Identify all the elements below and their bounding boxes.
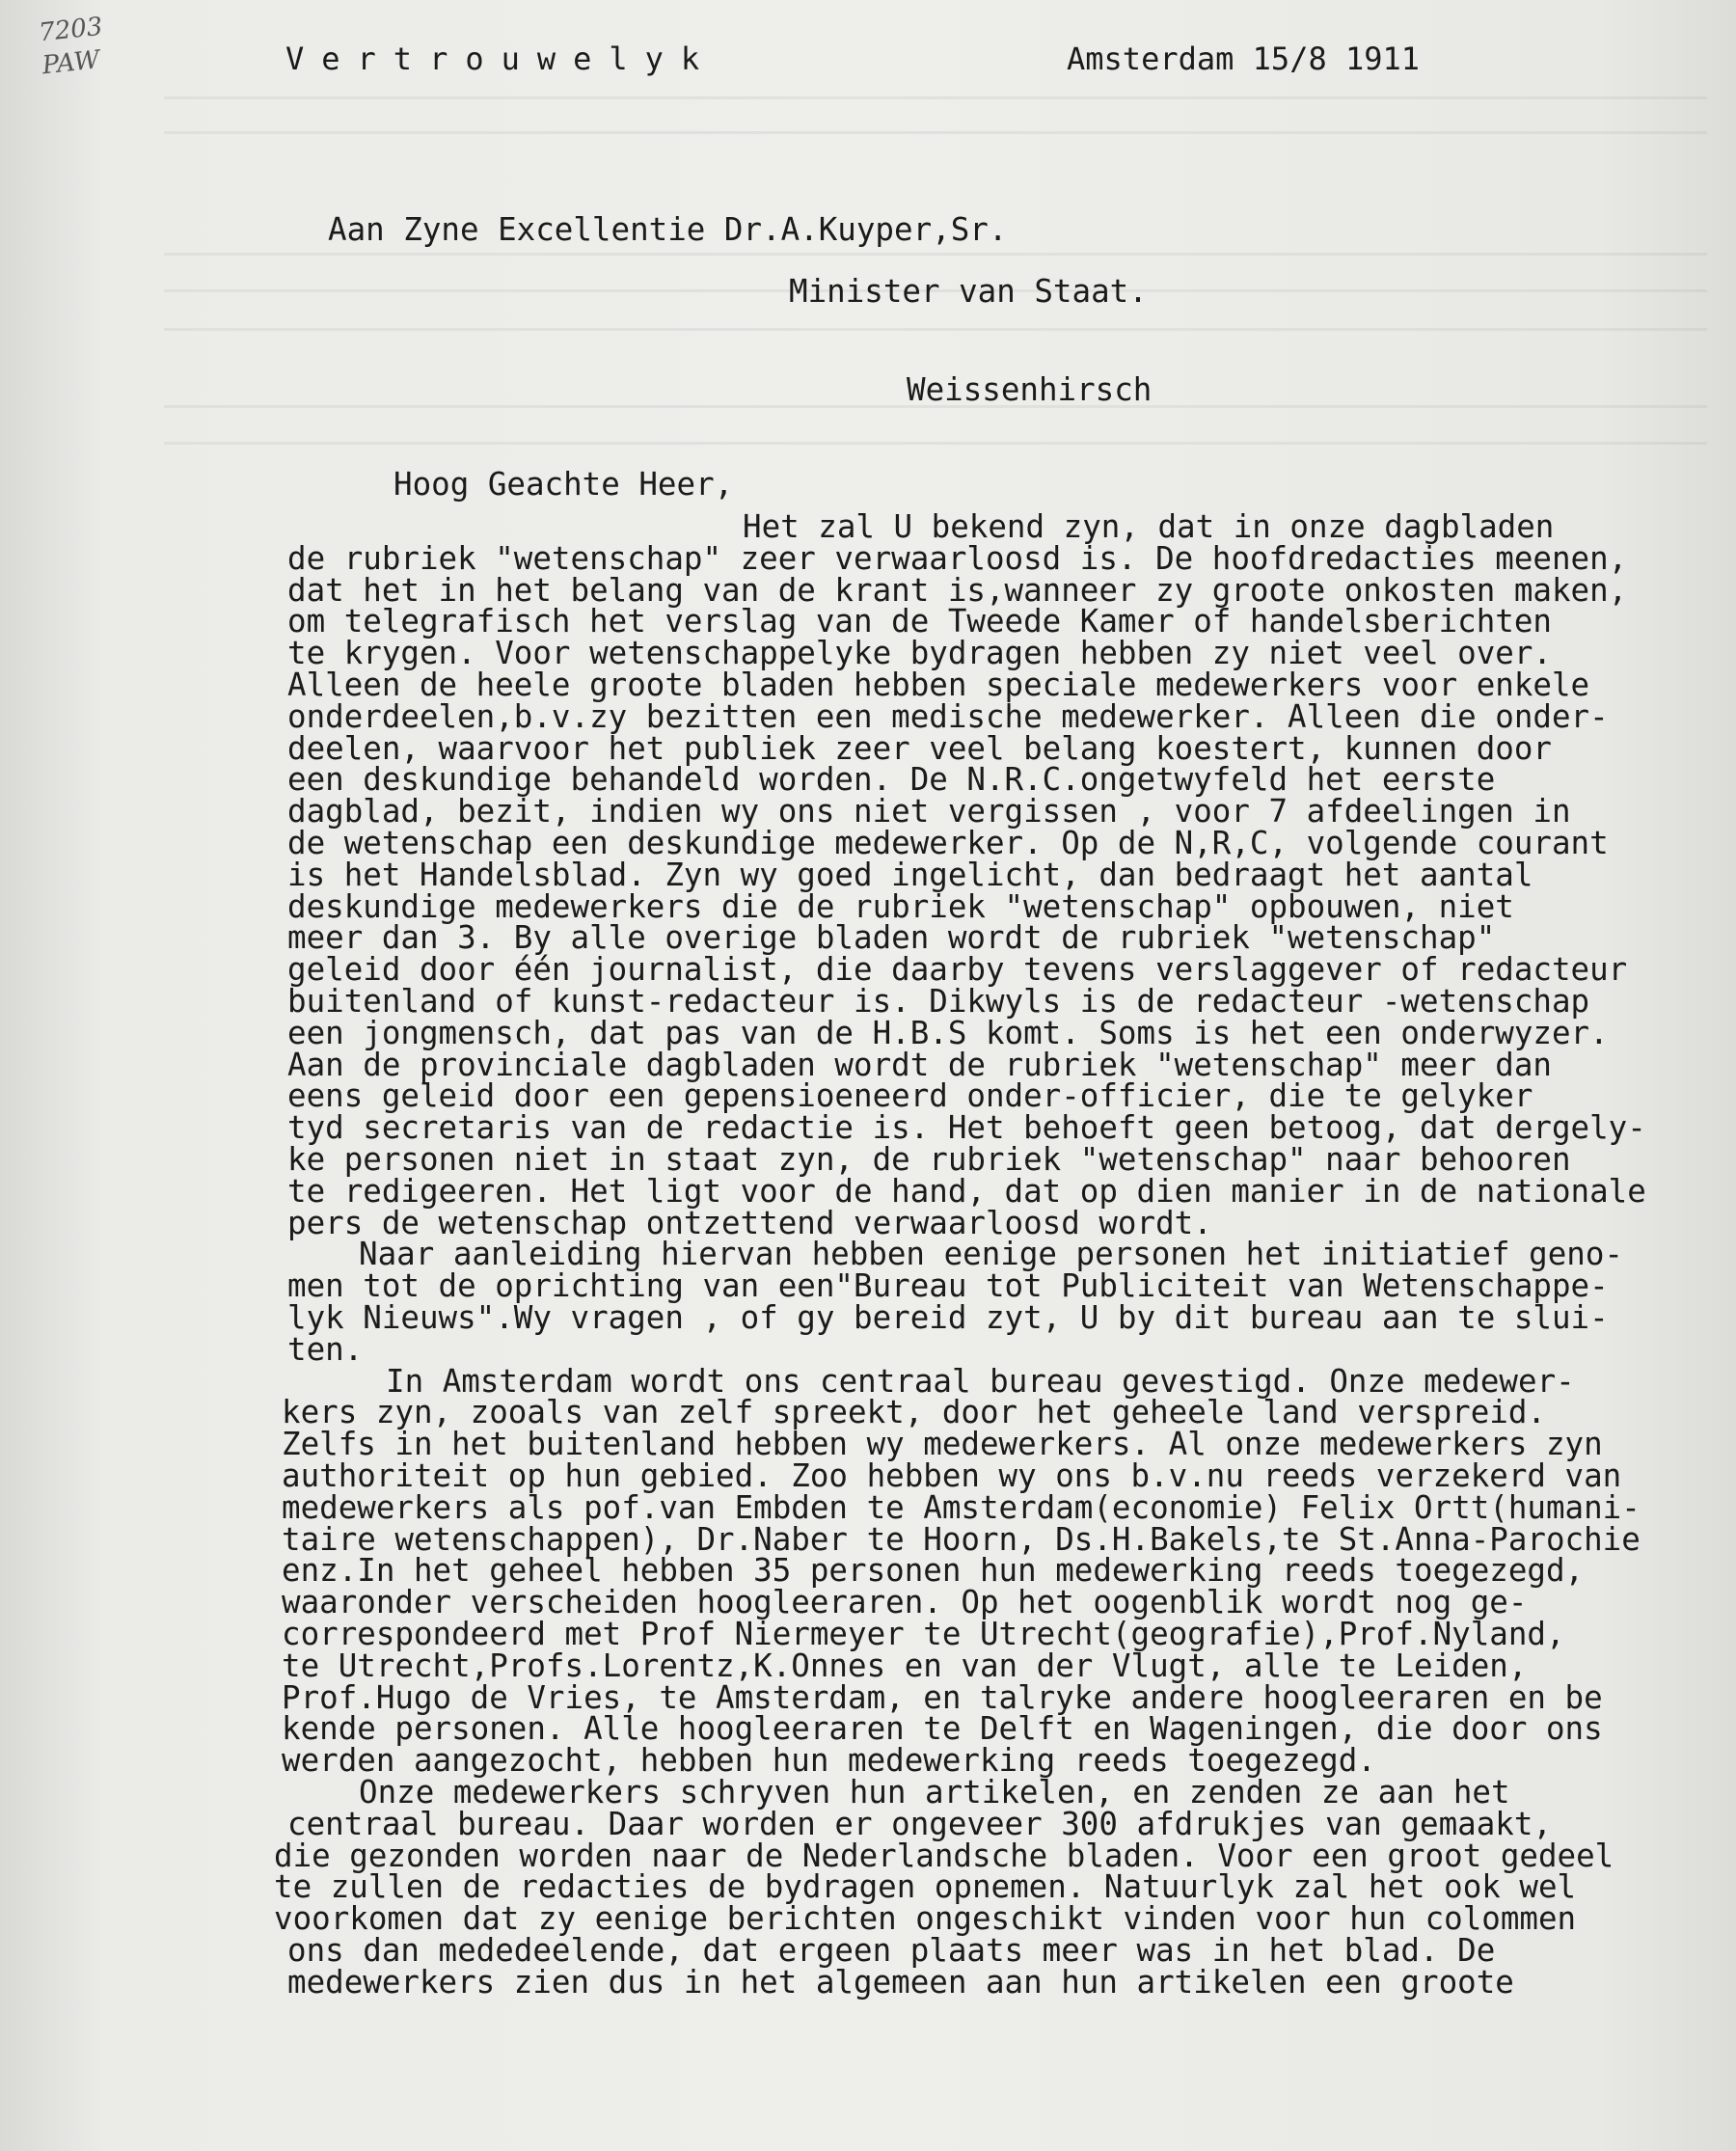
- body-line: In Amsterdam wordt ons centraal bureau gevestigd. Onze medewer-: [386, 1363, 1575, 1400]
- body-line: voorkomen dat zy eenige berichten ongeschikt vinden voor hun colommen: [274, 1900, 1577, 1937]
- body-line: enz.In het geheel hebben 35 personen hun medewerking reeds toegezegd,: [282, 1552, 1585, 1589]
- body-line: taire wetenschappen), Dr.Naber te Hoorn, Ds.H.Bakels,te St.Anna-Parochie: [282, 1521, 1641, 1558]
- body-line: lyk Nieuws".Wy vragen , of gy bereid zyt, U by dit bureau aan te slui-: [287, 1299, 1609, 1336]
- body-line: te krygen. Voor wetenschappelyke bydragen hebben zy niet veel over.: [287, 635, 1552, 671]
- body-line: onderdeelen,b.v.zy bezitten een medische medewerker. Alleen die onder-: [287, 698, 1609, 735]
- body-line: ten.: [287, 1331, 364, 1368]
- body-line: te redigeeren. Het ligt voor de hand, dat op dien manier in de nationale: [287, 1173, 1646, 1210]
- body-line: deelen, waarvoor het publiek zeer veel belang koestert, kunnen door: [287, 730, 1552, 767]
- body-line: een deskundige behandeld worden. De N.R.C.ongetwyfeld het eerste: [287, 761, 1496, 798]
- body-line: de wetenschap een deskundige medewerker. Op de N,R,C, volgende courant: [287, 825, 1609, 861]
- body-line: werden aangezocht, hebben hun medewerking reeds toegezegd.: [282, 1742, 1376, 1779]
- body-line: die gezonden worden naar de Nederlandsche bladen. Voor een groot gedeel: [274, 1838, 1614, 1874]
- margin-note-line: 7203: [37, 12, 104, 48]
- body-line: medewerkers zien dus in het algemeen aan hun artikelen een groote: [287, 1964, 1514, 2001]
- margin-note-line: PAW: [41, 45, 101, 81]
- body-line: Zelfs in het buitenland hebben wy medewerkers. Al onze medewerkers zyn: [282, 1426, 1603, 1462]
- body-line: medewerkers als pof.van Embden te Amsterdam(economie) Felix Ortt(humani-: [282, 1489, 1641, 1526]
- address-line: Aan Zyne Excellentie Dr.A.Kuyper,Sr.: [328, 211, 1008, 248]
- address-line: Weissenhirsch: [907, 371, 1153, 408]
- body-line: ons dan mededeelende, dat ergeen plaats meer was in het blad. De: [287, 1932, 1496, 1969]
- handwritten-margin-note: [38, 11, 108, 83]
- confidential-heading: Vertrouwelyk: [285, 41, 718, 77]
- body-line: men tot de oprichting van een"Bureau tot Publiciteit van Wetenschappe-: [287, 1267, 1609, 1304]
- body-line: Prof.Hugo de Vries, te Amsterdam, en talryke andere hoogleeraren en be: [282, 1679, 1603, 1716]
- body-line: tyd secretaris van de redactie is. Het behoeft geen betoog, dat dergely-: [287, 1109, 1646, 1146]
- body-line: eens geleid door een gepensioeneerd onder-officier, die te gelyker: [287, 1077, 1533, 1114]
- body-line: pers de wetenschap ontzettend verwaarloosd wordt.: [287, 1205, 1212, 1241]
- body-line: meer dan 3. By alle overige bladen wordt de rubriek "wetenschap": [287, 919, 1496, 956]
- body-line: is het Handelsblad. Zyn wy goed ingelicht, dan bedraagt het aantal: [287, 857, 1533, 893]
- body-line: correspondeerd met Prof Niermeyer te Utrecht(geografie),Prof.Nyland,: [282, 1616, 1565, 1652]
- body-line: te Utrecht,Profs.Lorentz,K.Onnes en van der Vlugt, alle te Leiden,: [282, 1647, 1528, 1684]
- body-line: om telegrafisch het verslag van de Tweede Kamer of handelsberichten: [287, 603, 1552, 640]
- body-line: deskundige medewerkers die de rubriek "wetenschap" opbouwen, niet: [287, 888, 1514, 925]
- body-line: Aan de provinciale dagbladen wordt de rubriek "wetenschap" meer dan: [287, 1047, 1552, 1083]
- body-line: centraal bureau. Daar worden er ongeveer 300 afdrukjes van gemaakt,: [287, 1806, 1552, 1842]
- address-line: Minister van Staat.: [789, 273, 1148, 310]
- body-line: geleid door één journalist, die daarby tevens verslaggever of redacteur: [287, 951, 1628, 988]
- body-line: dat het in het belang van de krant is,wanneer zy groote onkosten maken,: [287, 572, 1628, 609]
- place-date: Amsterdam 15/8 1911: [1067, 41, 1421, 77]
- body-line: Het zal U bekend zyn, dat in onze dagbladen: [743, 508, 1555, 545]
- body-line: authoriteit op hun gebied. Zoo hebben wy ons b.v.nu reeds verzekerd van: [282, 1457, 1622, 1494]
- body-line: dagblad, bezit, indien wy ons niet vergissen , voor 7 afdeelingen in: [287, 793, 1571, 830]
- salutation: Hoog Geachte Heer,: [393, 466, 734, 503]
- body-line: een jongmensch, dat pas van de H.B.S komt. Soms is het een onderwyzer.: [287, 1015, 1609, 1051]
- body-line: waaronder verscheiden hoogleeraren. Op het oogenblik wordt nog ge-: [282, 1584, 1528, 1620]
- body-line: Onze medewerkers schryven hun artikelen, en zenden ze aan het: [359, 1774, 1510, 1811]
- body-line: buitenland of kunst-redacteur is. Dikwyls is de redacteur -wetenschap: [287, 983, 1590, 1020]
- body-line: kers zyn, zooals van zelf spreekt, door het geheele land verspreid.: [282, 1394, 1546, 1430]
- body-line: Naar aanleiding hiervan hebben eenige personen het initiatief geno-: [359, 1236, 1623, 1272]
- body-line: Alleen de heele groote bladen hebben speciale medewerkers voor enkele: [287, 667, 1590, 703]
- body-line: ke personen niet in staat zyn, de rubriek "wetenschap" naar behooren: [287, 1141, 1571, 1178]
- body-line: te zullen de redacties de bydragen opnemen. Natuurlyk zal het ook wel: [274, 1868, 1577, 1905]
- body-line: de rubriek "wetenschap" zeer verwaarloosd is. De hoofdredacties meenen,: [287, 540, 1628, 577]
- body-line: kende personen. Alle hoogleeraren te Delft en Wageningen, die door ons: [282, 1710, 1603, 1747]
